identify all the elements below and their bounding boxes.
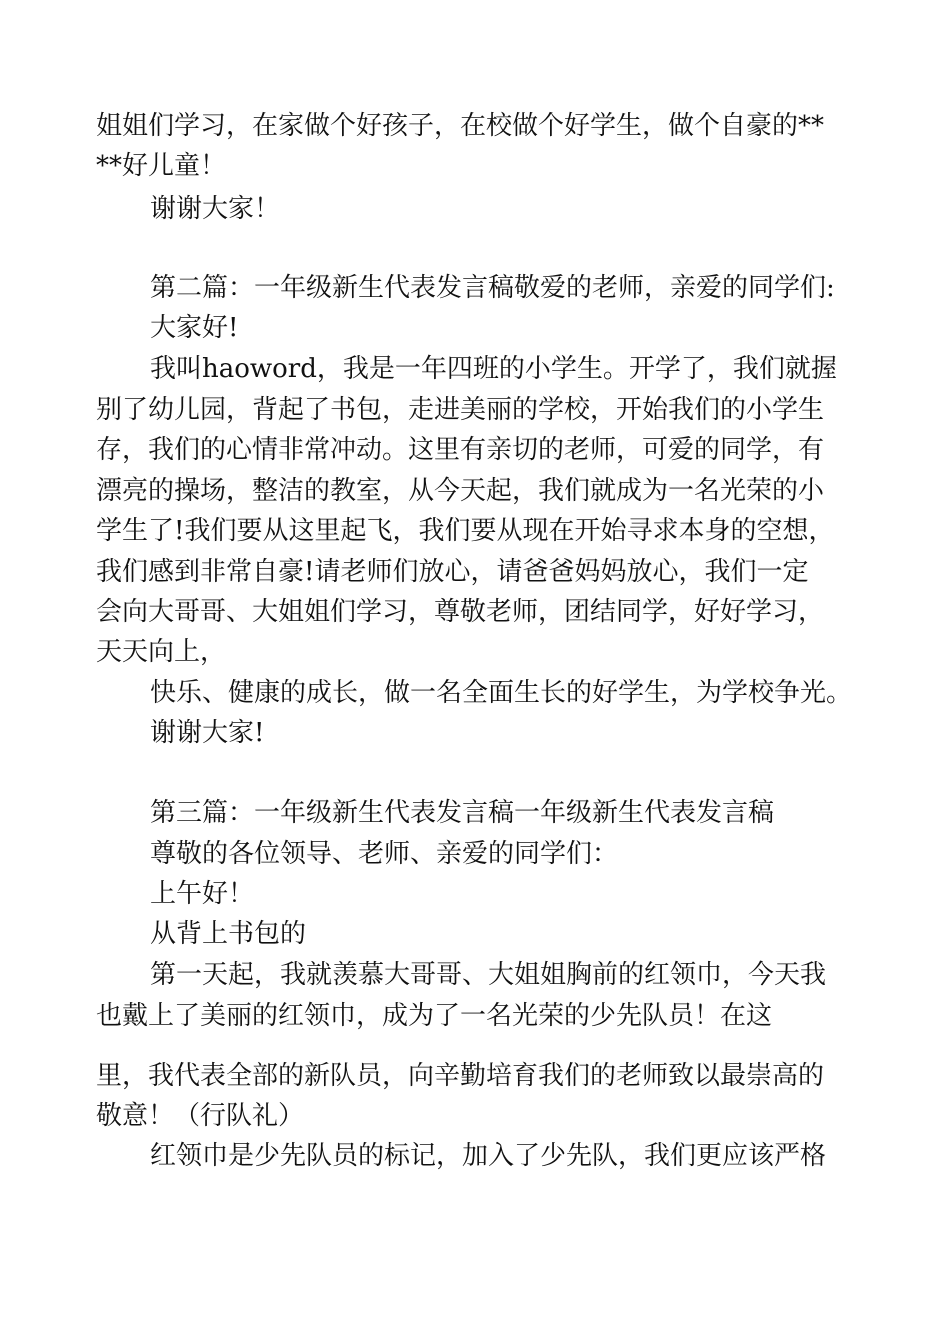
section-heading: 第二篇：一年级新生代表发言稿敬爱的老师，亲爱的同学们: [150,273,835,303]
text-line: 存，我们的心情非常冲动。这里有亲切的老师，可爱的同学，有 [96,435,825,465]
text-line: 敬意！（行队礼） [96,1101,305,1131]
section-heading: 第三篇：一年级新生代表发言稿一年级新生代表发言稿 [150,798,775,828]
text-line: 我们感到非常自豪!请老师们放心，请爸爸妈妈放心，我们一定 [96,557,809,587]
closing-line: 谢谢大家！ [150,194,281,224]
salutation-line: 尊敬的各位领导、老师、亲爱的同学们： [150,839,619,869]
text-line: 学生了!我们要从这里起飞，我们要从现在开始寻求本身的空想， [96,516,835,546]
text-line: 会向大哥哥、大姐姐们学习，尊敬老师，团结同学，好好学习， [96,597,825,627]
text-line: 我叫haoword，我是一年四班的小学生。开学了，我们就握 [150,354,837,384]
text-line: 快乐、健康的成长，做一名全面生长的好学生，为学校争光。 [150,678,853,708]
text-line: 红领巾是少先队员的标记，加入了少先队，我们更应该严格 [150,1141,827,1171]
text-line: 第一天起，我就羡慕大哥哥、大姐姐胸前的红领巾，今天我 [150,960,827,990]
text-line: 从背上书包的 [150,919,307,949]
text-line: 也戴上了美丽的红领巾，成为了一名光荣的少先队员！在这 [96,1001,773,1031]
text-line: 漂亮的操场，整洁的教室，从今天起，我们就成为一名光荣的小 [96,476,825,506]
text-line: 姐姐们学习，在家做个好孩子，在校做个好学生，做个自豪的** [96,111,825,141]
greeting-line: 大家好! [150,313,239,343]
text-line: **好儿童！ [96,151,227,181]
greeting-line: 上午好！ [150,879,255,909]
closing-line: 谢谢大家! [150,718,265,748]
text-line: 里，我代表全部的新队员，向辛勤培育我们的老师致以最崇高的 [96,1061,825,1091]
text-line: 别了幼儿园，背起了书包，走进美丽的学校，开始我们的小学生 [96,395,825,425]
text-line: 天天向上， [96,637,227,667]
